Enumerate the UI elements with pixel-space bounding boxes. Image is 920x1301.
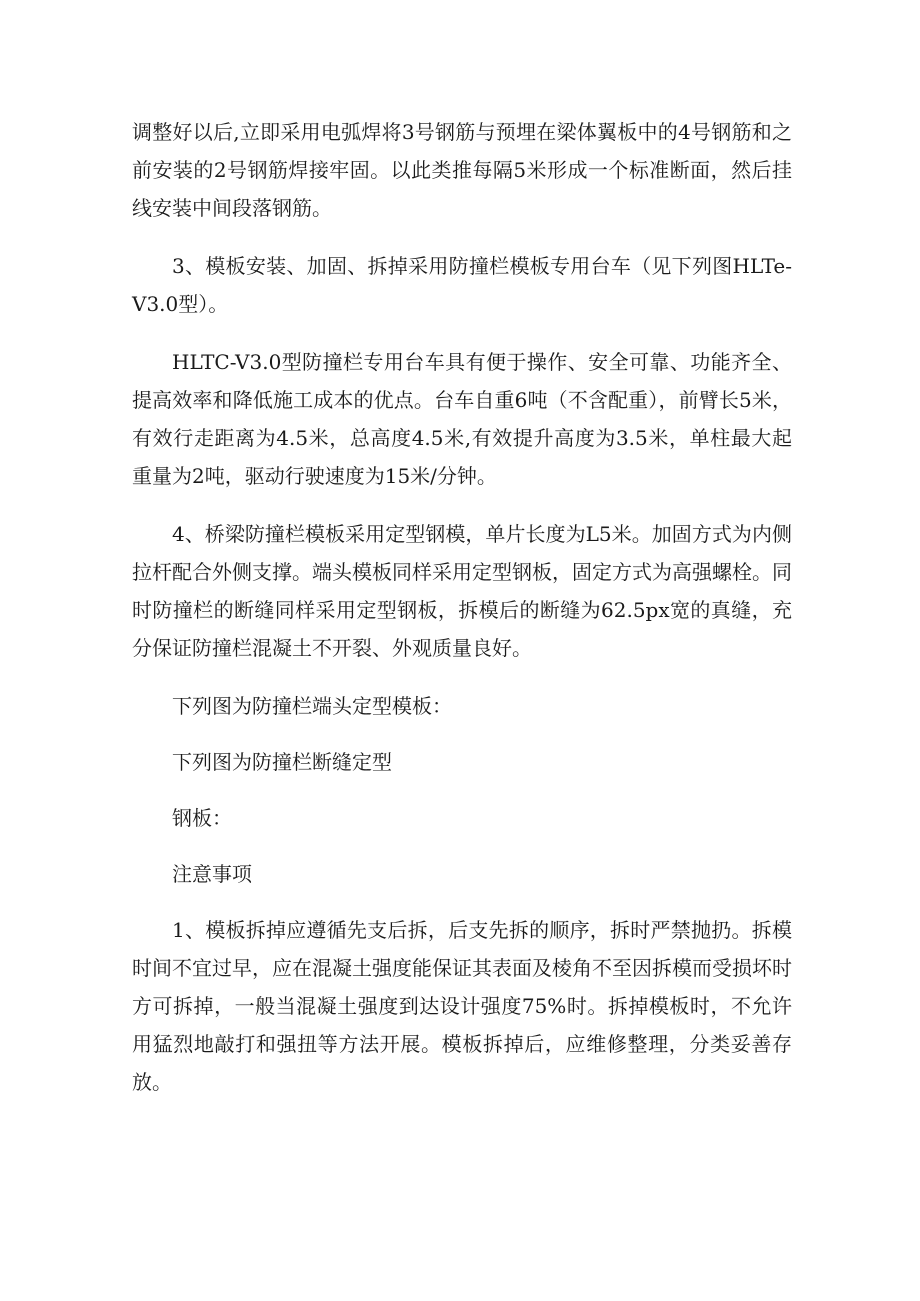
paragraph-rebar-welding: 调整好以后,立即采用电弧焊将3号钢筋与预埋在梁体翼板中的4号钢筋和之前安装的2号钢筋焊接牢固。以此类推每隔5米形成一个标准断面，然后挂线安装中间段落钢筋。 (132, 120, 792, 220)
paragraph-steel-plate-caption: 钢板： (172, 806, 232, 830)
section-heading-precautions: 注意事项 (172, 862, 252, 886)
paragraph-steel-formwork: 4、桥梁防撞栏模板采用定型钢模，单片长度为L5米。加固方式为内侧拉杆配合外侧支撑。端头模板同样采用定型钢板，固定方式为高强螺栓。同时防撞栏的断缝同样采用定型钢板，拆模后的断缝为62.5px宽的真缝，充分保证防撞栏混凝土不开裂、外观质量良好。 (132, 522, 792, 660)
paragraph-formwork-removal: 1、模板拆掉应遵循先支后拆，后支先拆的顺序，拆时严禁抛扔。拆模时间不宜过早，应在混凝土强度能保证其表面及棱角不至因拆模而受损坏时方可拆掉，一般当混凝土强度到达设计强度75%时。拆掉模板时，不允许用猛烈地敲打和强扭等方法开展。模板拆掉后，应维修整理，分类妥善存放。 (132, 918, 792, 1094)
paragraph-joint-formwork-caption: 下列图为防撞栏断缝定型 (172, 750, 392, 774)
document-body (132, 113, 792, 1121)
paragraph-trolley-specs: HLTC-V3.0型防撞栏专用台车具有便于操作、安全可靠、功能齐全、提高效率和降低施工成本的优点。台车自重6吨（不含配重），前臂长5米，有效行走距离为4.5米，总高度4.5米,有效提升高度为3.5米，单柱最大起重量为2吨，驱动行驶速度为15米/分钟。 (132, 350, 792, 488)
paragraph-formwork-trolley: 3、模板安装、加固、拆掉采用防撞栏模板专用台车（见下列图HLTe-V3.0型）。 (132, 254, 792, 316)
paragraph-end-formwork-caption: 下列图为防撞栏端头定型模板： (172, 694, 452, 718)
